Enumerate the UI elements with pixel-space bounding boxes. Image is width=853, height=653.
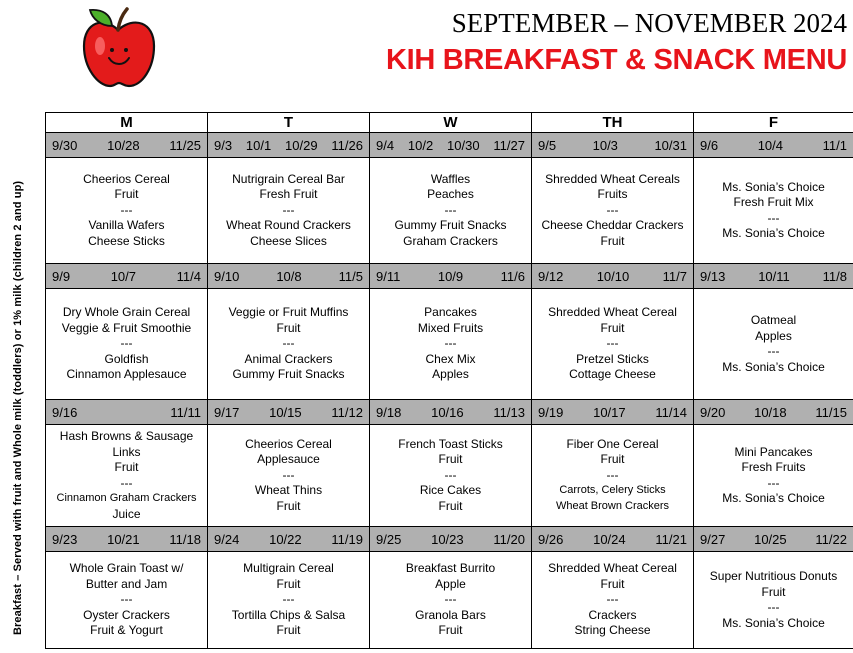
menu-item: Fresh Fruit Mix: [733, 195, 814, 209]
date-label: 11/1: [822, 137, 847, 153]
date-label: 9/4: [376, 137, 395, 153]
separator: ---: [444, 202, 457, 217]
menu-cell: [370, 289, 532, 400]
separator: ---: [767, 210, 780, 225]
date-cell: [370, 527, 532, 552]
menu-item: Apples: [755, 328, 792, 343]
date-label: 9/19: [538, 404, 564, 420]
menu-item: Shredded Wheat Cereal: [548, 305, 677, 320]
date-label: 11/22: [815, 531, 847, 547]
date-cell: [694, 527, 853, 552]
menu-item: Juice: [112, 506, 141, 521]
date-cell: [46, 133, 208, 158]
menu-item: Butter and Jam: [85, 576, 168, 591]
menu-cell: [46, 158, 208, 264]
menu-item: Shredded Wheat Cereal: [548, 561, 677, 576]
date-cell: [694, 133, 853, 158]
menu-item: Fruit: [114, 460, 139, 474]
separator: ---: [606, 592, 619, 607]
menu-item: Wheat Round Crackers: [226, 218, 351, 233]
menu-item: Apple: [435, 576, 466, 591]
menu-item: Waffles: [430, 171, 471, 186]
date-label: 10/18: [754, 404, 787, 420]
date-label: 11/12: [331, 404, 363, 420]
date-cell: [46, 527, 208, 552]
menu-item: Fresh Fruits: [741, 460, 806, 474]
menu-item: Breakfast Burrito: [405, 561, 496, 576]
date-label: 10/1: [245, 137, 272, 153]
menu-cell: [208, 425, 370, 527]
menu-item: Pancakes: [424, 305, 477, 320]
date-label: 10/15: [269, 404, 302, 420]
menu-cell: [46, 289, 208, 400]
menu-cell: [370, 158, 532, 264]
menu-item: Pretzel Sticks: [576, 351, 649, 366]
menu-item: Apples: [432, 367, 469, 382]
menu-item: Cheerios Cereal: [245, 436, 332, 451]
menu-item: Cheese Cheddar Crackers: [541, 218, 684, 233]
menu-item: Hash Browns & Sausage Links: [59, 429, 194, 459]
date-label: 10/9: [437, 268, 464, 284]
date-label: 11/21: [655, 531, 687, 547]
menu-item: Gummy Fruit Snacks: [394, 218, 507, 233]
date-label: 10/24: [593, 531, 626, 547]
date-label: 10/25: [754, 531, 787, 547]
menu-item: French Toast Sticks: [398, 436, 503, 451]
menu-item: Fruit: [438, 452, 463, 467]
date-label: 9/10: [214, 268, 240, 284]
day-header: TH: [532, 113, 694, 133]
date-label: 10/30: [447, 137, 480, 153]
menu-item: Granola Bars: [415, 607, 486, 622]
date-range-title: SEPTEMBER – NOVEMBER 2024: [451, 8, 847, 38]
menu-item: Cheese Slices: [250, 233, 327, 248]
date-label: 10/4: [757, 137, 784, 153]
date-cell: [370, 133, 532, 158]
menu-cell: [532, 425, 694, 527]
date-label: 9/24: [214, 531, 240, 547]
menu-item: Mixed Fruits: [417, 320, 484, 335]
menu-cell: [694, 552, 853, 649]
separator: ---: [767, 600, 780, 614]
menu-table: [45, 112, 853, 649]
date-label: 10/16: [431, 404, 464, 420]
date-label: 9/20: [700, 404, 726, 420]
day-header: T: [208, 113, 370, 133]
separator: ---: [444, 336, 457, 351]
menu-item: Fruit: [276, 498, 301, 513]
date-cell: [370, 400, 532, 425]
date-label: 11/5: [338, 268, 363, 284]
date-label: 9/17: [214, 404, 240, 420]
date-label: 9/27: [700, 531, 726, 547]
date-label: 9/16: [52, 404, 78, 420]
date-label: 11/26: [331, 137, 363, 153]
menu-item: Dry Whole Grain Cereal: [62, 305, 191, 320]
separator: ---: [606, 467, 619, 482]
day-header: W: [370, 113, 532, 133]
menu-item: Cheerios Cereal: [83, 171, 170, 186]
menu-cell: [46, 552, 208, 649]
menu-item: Gummy Fruit Snacks: [232, 367, 345, 382]
menu-item: Fruit & Yogurt: [90, 623, 163, 638]
date-label: 11/15: [815, 404, 847, 420]
menu-cell: [532, 289, 694, 400]
menu-item: Animal Crackers: [244, 351, 333, 366]
date-label: 9/6: [700, 137, 719, 153]
menu-row: [46, 289, 853, 400]
date-cell: [208, 264, 370, 289]
menu-cell: [694, 158, 853, 264]
menu-row: [46, 552, 853, 649]
menu-item: Veggie or Fruit Muffins: [228, 305, 349, 320]
date-label: 11/25: [169, 137, 201, 153]
menu-cell: [208, 552, 370, 649]
date-label: 11/20: [493, 531, 525, 547]
menu-item: Fruit: [114, 187, 139, 202]
menu-item: Ms. Sonia’s Choice: [722, 179, 825, 194]
date-label: 10/7: [110, 268, 137, 284]
date-label: 11/6: [500, 268, 525, 284]
date-label: 9/13: [700, 268, 726, 284]
date-label: 11/18: [169, 531, 201, 547]
menu-item: Fruit: [276, 576, 301, 591]
date-label: 10/29: [285, 137, 318, 153]
separator: ---: [282, 202, 295, 217]
menu-item: Fruit: [438, 623, 463, 638]
menu-item: Vanilla Wafers: [88, 218, 165, 233]
date-label: 11/4: [176, 268, 201, 284]
separator: ---: [606, 336, 619, 351]
date-label: 10/21: [107, 531, 140, 547]
separator: ---: [444, 592, 457, 607]
date-cell: [208, 133, 370, 158]
date-label: 10/17: [593, 404, 626, 420]
separator: ---: [120, 475, 133, 490]
menu-item: Carrots, Celery Sticks: [559, 484, 666, 497]
menu-item: Graham Crackers: [403, 233, 498, 248]
date-cell: [532, 133, 694, 158]
menu-item: Peaches: [427, 187, 474, 202]
date-label: 9/30: [52, 137, 78, 153]
menu-item: Wheat Thins: [254, 483, 323, 498]
menu-item: Ms. Sonia’s Choice: [722, 491, 825, 505]
menu-cell: [532, 552, 694, 649]
menu-item: Fruit: [600, 452, 625, 467]
date-label: 11/13: [493, 404, 525, 420]
menu-item: Fruits: [597, 187, 628, 202]
date-label: 11/19: [331, 531, 363, 547]
menu-item: Oyster Crackers: [83, 607, 170, 622]
date-label: 11/7: [662, 268, 687, 284]
separator: ---: [606, 202, 619, 217]
date-label: 10/11: [758, 268, 790, 284]
menu-cell: [370, 552, 532, 649]
separator: ---: [282, 336, 295, 351]
date-cell: [694, 400, 853, 425]
menu-item: Fruit: [600, 320, 625, 335]
separator: ---: [120, 336, 133, 351]
dates-row: [46, 264, 853, 289]
date-cell: [532, 264, 694, 289]
menu-item: Wheat Brown Crackers: [555, 499, 670, 512]
separator: ---: [282, 592, 295, 607]
date-label: 10/23: [431, 531, 464, 547]
separator: ---: [444, 467, 457, 482]
date-label: 11/14: [655, 404, 687, 420]
date-label: 9/3: [214, 137, 233, 153]
date-label: 9/23: [52, 531, 78, 547]
date-cell: [370, 264, 532, 289]
date-label: 10/31: [654, 137, 687, 153]
menu-item: Fresh Fruit: [259, 187, 318, 202]
date-cell: [208, 400, 370, 425]
date-label: 11/27: [493, 137, 525, 153]
menu-cell: [208, 289, 370, 400]
day-header-row: [46, 113, 853, 133]
date-label: 9/11: [376, 268, 401, 284]
date-label: 9/25: [376, 531, 402, 547]
day-header: M: [46, 113, 208, 133]
menu-item: Cottage Cheese: [569, 367, 656, 382]
menu-cell: [46, 425, 208, 527]
menu-item: Cinnamon Applesauce: [66, 367, 187, 382]
menu-item: Fruit: [276, 320, 301, 335]
date-label: 9/9: [52, 268, 71, 284]
separator: ---: [767, 344, 780, 358]
menu-item: Fruit: [600, 233, 625, 248]
menu-item: Multigrain Cereal: [243, 561, 334, 576]
date-cell: [532, 400, 694, 425]
menu-item: Fruit: [438, 498, 463, 513]
date-label: 10/10: [596, 268, 630, 284]
menu-item: Applesauce: [257, 452, 320, 467]
date-label: 9/18: [376, 404, 402, 420]
dates-row: [46, 400, 853, 425]
menu-item: Cinnamon Graham Crackers: [56, 492, 197, 504]
menu-cell: [370, 425, 532, 527]
dates-row: [46, 527, 853, 552]
menu-item: Rice Cakes: [419, 483, 482, 498]
date-cell: [694, 264, 853, 289]
menu-row: [46, 158, 853, 264]
menu-row: [46, 425, 853, 527]
menu-item: Fruit: [276, 623, 301, 638]
menu-item: String Cheese: [574, 623, 651, 638]
menu-item: Shredded Wheat Cereals: [545, 171, 680, 186]
menu-title: KIH BREAKFAST & SNACK MENU: [385, 44, 847, 76]
menu-item: Fruit: [761, 584, 786, 599]
date-label: 11/11: [170, 404, 201, 420]
separator: ---: [120, 592, 133, 607]
date-label: 10/8: [276, 268, 302, 284]
menu-item: Ms. Sonia’s Choice: [722, 359, 825, 374]
separator: ---: [282, 467, 295, 482]
menu-cell: [694, 425, 853, 527]
day-header: F: [694, 113, 853, 133]
separator: ---: [767, 475, 780, 490]
menu-item: Crackers: [588, 607, 637, 622]
menu-item: Super Nutritious Donuts: [709, 569, 838, 583]
date-label: 10/22: [269, 531, 302, 547]
menu-item: Cheese Sticks: [88, 233, 165, 248]
menu-item: Whole Grain Toast w/: [69, 561, 184, 576]
menu-cell: [532, 158, 694, 264]
menu-item: Oatmeal: [750, 313, 797, 327]
date-label: 11/8: [822, 268, 847, 284]
date-label: 10/2: [407, 137, 434, 153]
date-label: 9/5: [538, 137, 557, 153]
menu-item: Nutrigrain Cereal Bar: [232, 171, 345, 186]
date-cell: [46, 264, 208, 289]
menu-item: Goldfish: [104, 351, 149, 366]
menu-item: Ms. Sonia’s Choice: [722, 615, 825, 630]
date-label: 9/12: [538, 268, 564, 284]
menu-item: Fruit: [600, 576, 625, 591]
date-label: 10/3: [592, 137, 618, 153]
date-cell: [532, 527, 694, 552]
menu-item: Tortilla Chips & Salsa: [231, 607, 346, 622]
menu-item: Ms. Sonia’s Choice: [722, 226, 825, 240]
menu-cell: [208, 158, 370, 264]
menu-item: Fiber One Cereal: [566, 436, 659, 451]
date-label: 10/28: [107, 137, 140, 153]
date-label: 9/26: [538, 531, 564, 547]
apple-logo-icon: [78, 6, 160, 90]
date-cell: [208, 527, 370, 552]
separator: ---: [120, 202, 133, 217]
date-cell: [46, 400, 208, 425]
menu-item: Chex Mix: [425, 351, 476, 366]
menu-item: Mini Pancakes: [734, 444, 813, 459]
menu-item: Veggie & Fruit Smoothie: [61, 320, 192, 335]
menu-cell: [694, 289, 853, 400]
side-label: Breakfast – Served with fruit and Whole milk (toddlers) or 1% milk (children 2 and up): [12, 180, 24, 635]
dates-row: [46, 133, 853, 158]
